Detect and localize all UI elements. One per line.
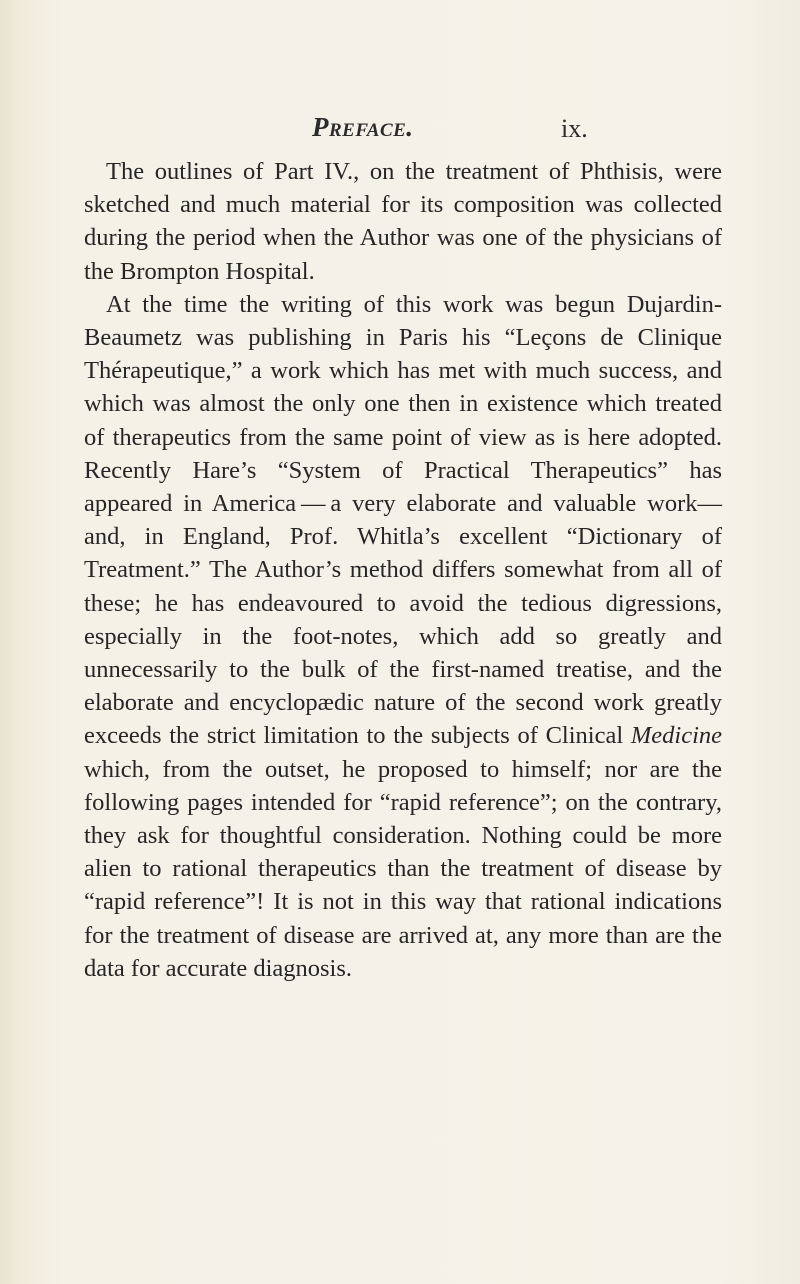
preface-body (84, 155, 722, 985)
page-header (0, 112, 800, 152)
page-number: ix. (561, 114, 588, 143)
paragraph-2-part-b: which, from the outset, he proposed to himself; nor are the following pages intended for “rapid reference”; on the contrary, they ask for thoughtful consideration. Nothing could be more alien to rational therapeutics than the treatment of disease by “rapid reference”! It is not in this way that rational indications for the treatment of disease are arrived at, any more than are the data for accurate diagnosis. (84, 755, 722, 982)
running-head: Preface. (312, 112, 414, 142)
emphasis-medicine: Medicine (630, 722, 723, 750)
paragraph-2-part-a: At the time the writing of this work was begun Dujardin-Beaumetz was publishing in Paris his “Leçons de Clinique Thérapeutique,” a work which has met with much success, and which was almost the only one then in existence which treated of therapeutics from the same point of view as is here adopted. Recently Hare’s “System of Practical Therapeutics” has appeared in America — a very elaborate and valuable work—and, in England, Prof. Whitla’s excellent “Dictionary of Treatment.” The Author’s method differs somewhat from all of these; he has endeavoured to avoid the tedious digressions, especially in the foot-notes, which add so greatly and unnecessarily to the bulk of the first-named treatise, and the elaborate and encyclopædic nature of the second work greatly exceeds the strict limitation to the subjects of Clinical (84, 290, 722, 750)
paragraph-1: The outlines of Part IV., on the treatment of Phthisis, were sketched and much material for its composition was collected during the period when the Author was one of the physicians of the Brompton Hospital. (84, 158, 722, 285)
paragraph-2 (84, 288, 722, 985)
